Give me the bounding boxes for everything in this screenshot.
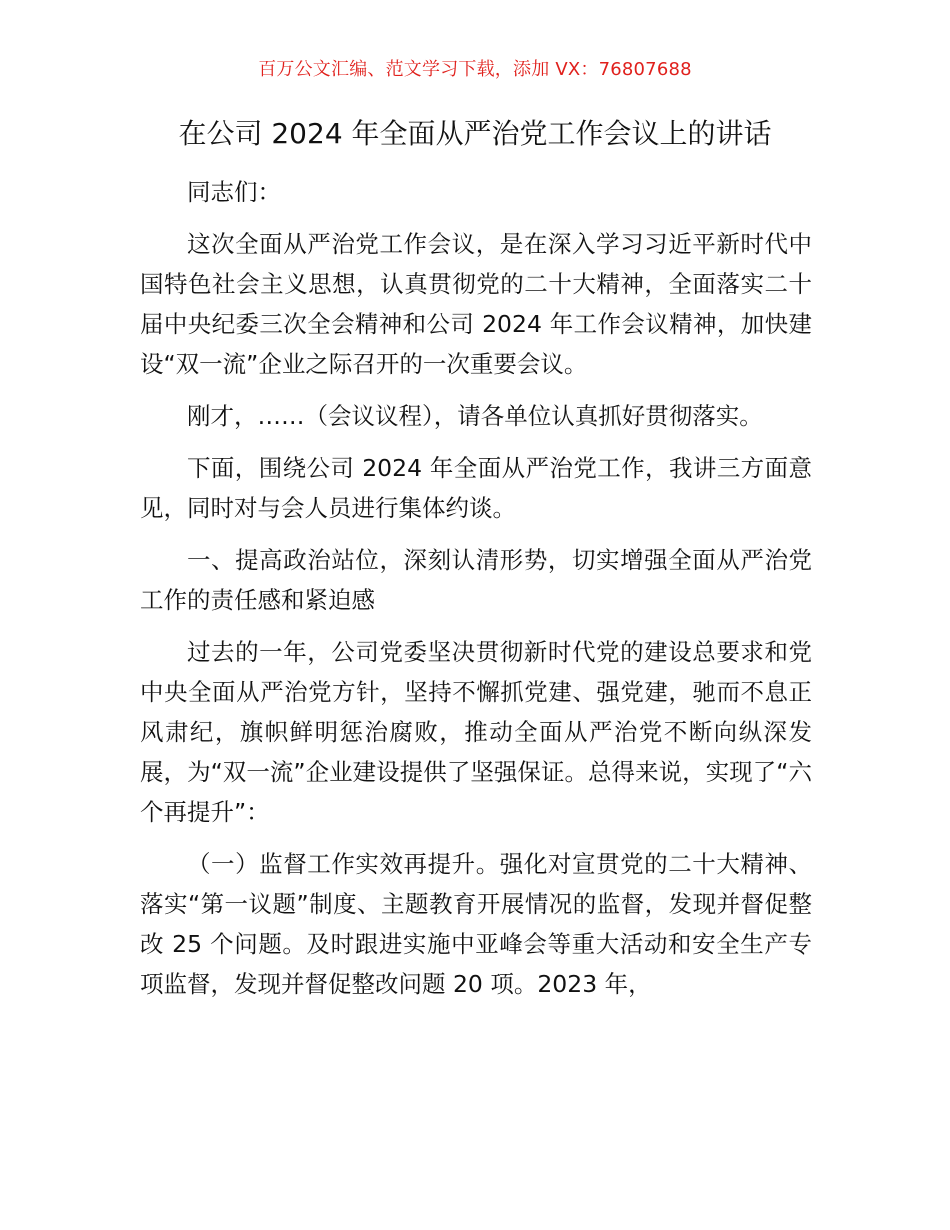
paragraph-supervision: （一）监督工作实效再提升。强化对宣贯党的二十大精神、落实“第一议题”制度、主题教育开展情况的监督，发现并督促整改 25 个问题。及时跟进实施中亚峰会等重大活动和安全生产专项监督，发现并督促整改问题 20 项。2023 年， [140, 850, 812, 998]
document-body [140, 172, 812, 1016]
document-title: 在公司 2024 年全面从严治党工作会议上的讲话 [178, 117, 772, 150]
paragraph-review: 过去的一年，公司党委坚决贯彻新时代党的建设总要求和党中央全面从严治党方针，坚持不懈抓党建、强党建，驰而不息正风肃纪，旗帜鲜明惩治腐败，推动全面从严治党不断向纵深发展，为“双一流”企业建设提供了坚强保证。总得来说，实现了“六个再提升”： [140, 638, 812, 826]
header-watermark-note: 百万公文汇编、范文学习下载，添加 VX：76807688 [258, 59, 692, 80]
paragraph-intro: 这次全面从严治党工作会议，是在深入学习习近平新时代中国特色社会主义思想，认真贯彻党的二十大精神，全面落实二十届中央纪委三次全会精神和公司 2024 年工作会议精神，加快建设“双一流”企业之际召开的一次重要会议。 [140, 230, 812, 378]
paragraph-agenda: 刚才，……（会议议程），请各单位认真抓好贯彻落实。 [187, 402, 763, 430]
paragraph-outline: 下面，围绕公司 2024 年全面从严治党工作，我讲三方面意见，同时对与会人员进行集体约谈。 [140, 454, 812, 522]
section-heading-1: 一、提高政治站位，深刻认清形势，切实增强全面从严治党工作的责任感和紧迫感 [140, 546, 812, 614]
salutation: 同志们： [187, 178, 281, 206]
